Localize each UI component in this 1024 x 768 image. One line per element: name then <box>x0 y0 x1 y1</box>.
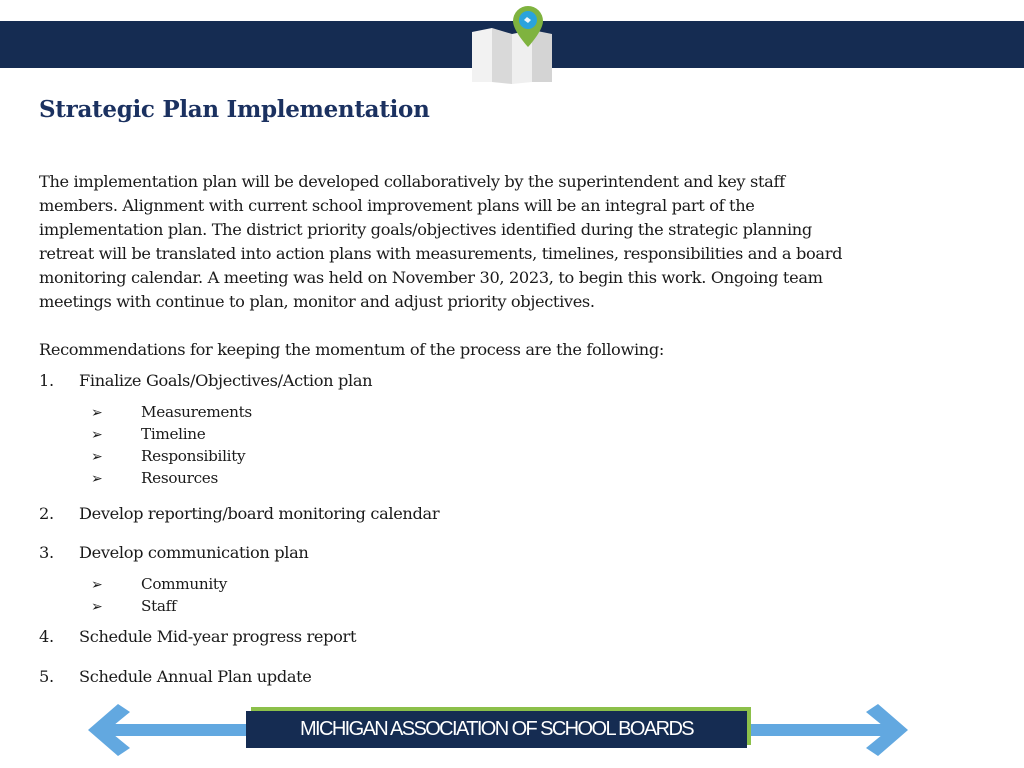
recommendation-item <box>39 665 312 689</box>
sub-item <box>91 423 205 446</box>
item-number: 4. <box>39 627 54 646</box>
item-label: Develop reporting/board monitoring calendar <box>79 504 440 523</box>
arrow-bullet-icon: ➢ <box>91 599 103 615</box>
arrow-bullet-icon: ➢ <box>91 577 103 593</box>
sub-item-label: Responsibility <box>141 447 246 465</box>
sub-item <box>91 445 245 468</box>
footer-banner: MICHIGAN ASSOCIATION OF SCHOOL BOARDS <box>246 711 747 748</box>
item-label: Develop communication plan <box>79 543 309 562</box>
sub-item-label: Measurements <box>141 403 252 421</box>
intro-paragraph <box>39 170 969 314</box>
map-pin-icon <box>470 4 554 84</box>
intro-line: The implementation plan will be developed collaboratively by the superintendent and key staff <box>39 172 785 191</box>
item-number: 1. <box>39 371 54 390</box>
arrow-bullet-icon: ➢ <box>91 449 103 465</box>
item-label: Schedule Annual Plan update <box>79 667 312 686</box>
item-number: 5. <box>39 667 54 686</box>
item-number: 2. <box>39 504 54 523</box>
recommendation-item <box>39 369 372 393</box>
sub-item-label: Resources <box>141 469 218 487</box>
sub-item-label: Staff <box>141 597 177 615</box>
sub-item-label: Timeline <box>141 425 206 443</box>
intro-line: implementation plan. The district priority goals/objectives identified during the strategic planning <box>39 220 812 239</box>
intro-line: retreat will be translated into action plans with measurements, timelines, responsibilities and a board <box>39 244 843 263</box>
sub-item <box>91 595 176 618</box>
intro-line: meetings with continue to plan, monitor and adjust priority objectives. <box>39 292 595 311</box>
intro-line: monitoring calendar. A meeting was held on November 30, 2023, to begin this work. Ongoing team <box>39 268 823 287</box>
recommendation-item <box>39 625 356 649</box>
sub-item <box>91 401 252 424</box>
sub-item-label: Community <box>141 575 227 593</box>
item-number: 3. <box>39 543 54 562</box>
recommendation-item <box>39 541 308 565</box>
recommendations-lead: Recommendations for keeping the momentum of the process are the following: <box>39 340 664 359</box>
item-label: Finalize Goals/Objectives/Action plan <box>79 371 373 390</box>
arrow-bullet-icon: ➢ <box>91 471 103 487</box>
slide-title: Strategic Plan Implementation <box>39 96 430 123</box>
intro-line: members. Alignment with current school improvement plans will be an integral part of the <box>39 196 755 215</box>
arrow-bullet-icon: ➢ <box>91 405 103 421</box>
arrow-bullet-icon: ➢ <box>91 427 103 443</box>
sub-item <box>91 467 218 490</box>
sub-item <box>91 573 227 596</box>
item-label: Schedule Mid-year progress report <box>79 627 357 646</box>
recommendation-item <box>39 502 439 526</box>
